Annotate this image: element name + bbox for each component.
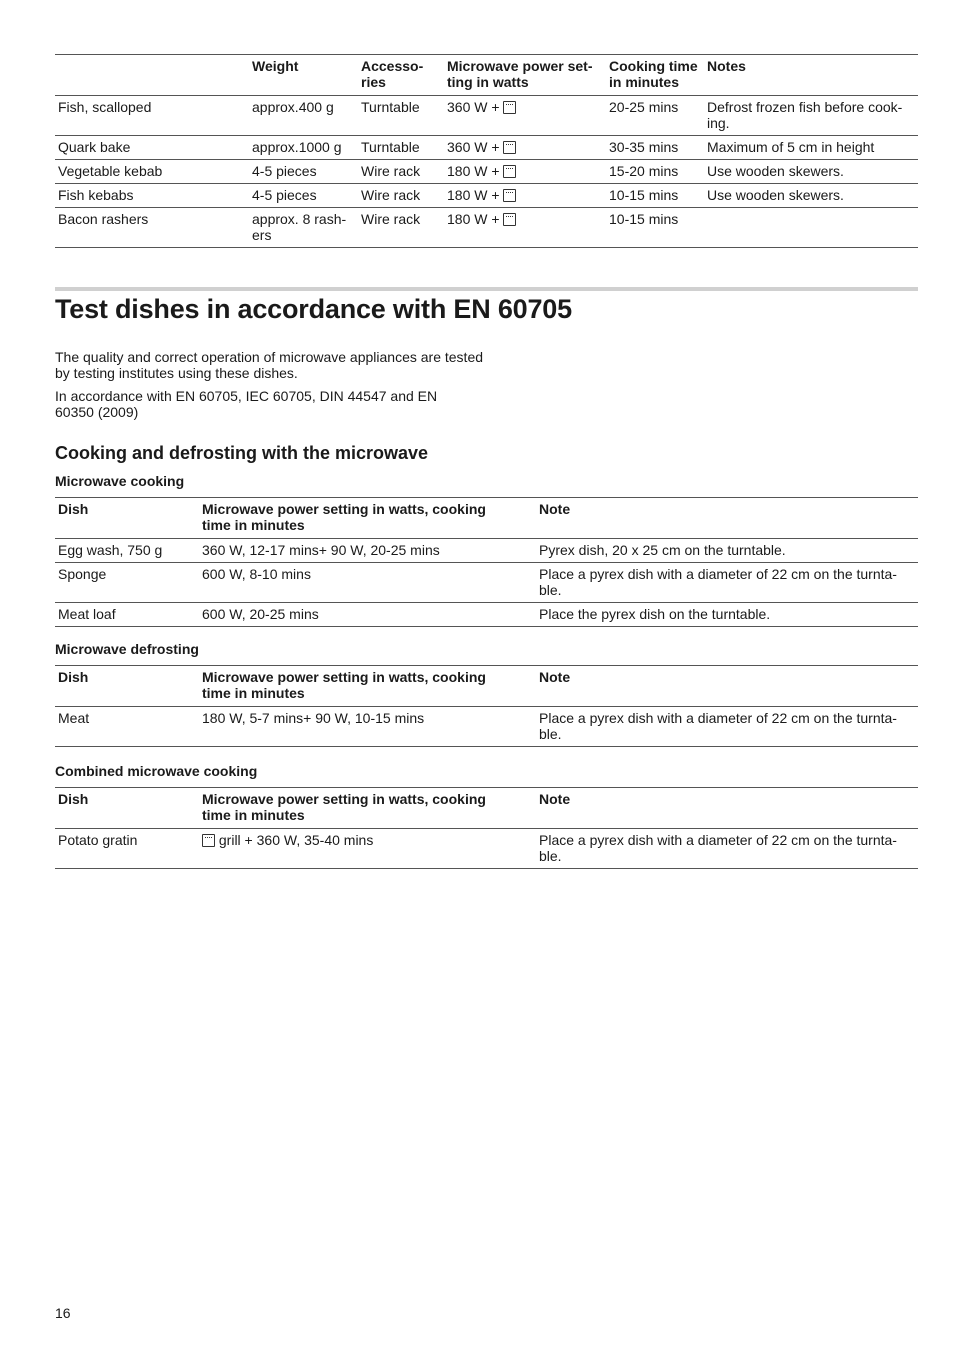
table-cell: Place a pyrex dish with a diameter of 22 cm on the turnta- ble. [539,710,897,742]
table-header-row [55,788,918,829]
column-header: Weight [252,58,299,74]
table-row [55,136,918,160]
column-header: Note [539,669,571,685]
table-cell: Defrost frozen fish before cook- ing. [707,99,903,131]
table-cell: 180 W + [444,208,606,248]
table-cell: 4-5 pieces [252,187,317,203]
table-cell: 600 W, 20-25 mins [202,606,319,622]
table-cell: 360 W, 12-17 mins+ 90 W, 20-25 mins [202,542,440,558]
table-row [55,603,918,627]
microwave-defrosting-table [55,665,918,747]
table-cell: Quark bake [58,139,131,155]
table-cell: Turntable [361,99,420,115]
table-cell: 10-15 mins [609,211,679,227]
table-row [55,563,918,603]
table-cell: 180 W, 5-7 mins+ 90 W, 10-15 mins [202,710,425,726]
column-header: Note [539,791,571,807]
column-header [55,55,249,96]
grill-icon [503,213,516,226]
table-cell: Potato gratin [58,832,138,848]
table-cell: approx.1000 g [252,139,342,155]
page-number: 16 [55,1305,71,1321]
table-cell: Maximum of 5 cm in height [707,139,875,155]
table-cell: Bacon rashers [58,211,149,227]
table-cell: 180 W + [444,160,606,184]
table-cell: approx. 8 rash- ers [252,211,347,243]
table-cell: 600 W, 8-10 mins [202,566,311,582]
table-cell: 10-15 mins [609,187,679,203]
table-row [55,160,918,184]
table-title: Combined microwave cooking [55,763,258,779]
table-header-row [55,55,918,96]
table-title: Microwave defrosting [55,641,199,657]
food-table [55,54,918,248]
table-cell: Wire rack [361,187,421,203]
table-cell: Place the pyrex dish on the turntable. [539,606,771,622]
table-cell: Sponge [58,566,107,582]
table-cell: Fish kebabs [58,187,134,203]
column-header: Microwave power setting in watts, cooking time in minutes [202,791,486,823]
table-cell: 4-5 pieces [252,163,317,179]
section-heading: Cooking and defrosting with the microwave [55,443,429,463]
grill-icon [503,101,516,114]
table-cell: Fish, scalloped [58,99,152,115]
intro-paragraph: In accordance with EN 60705, IEC 60705, DIN 44547 and EN 60350 (2009) [55,388,438,420]
table-cell: 360 W + [444,136,606,160]
intro-paragraph: The quality and correct operation of microwave appliances are tested by testing institutes using these dishes. [55,349,484,381]
table-row [55,184,918,208]
table-cell: Meat [58,710,90,726]
table-cell: 20-25 mins [609,99,679,115]
column-header: Microwave power setting in watts, cooking time in minutes [202,669,486,701]
column-header: Accesso- ries [361,58,424,90]
table-row [55,829,918,869]
table-cell: Meat loaf [58,606,116,622]
table-row [55,539,918,563]
column-header: Note [539,501,571,517]
table-cell: Pyrex dish, 20 x 25 cm on the turntable. [539,542,786,558]
table-cell [704,208,918,248]
table-cell: 180 W + [444,184,606,208]
table-cell: 360 W + [444,96,606,136]
column-header: Dish [58,501,89,517]
table-cell: Place a pyrex dish with a diameter of 22 cm on the turnta- ble. [539,832,897,864]
column-header: Cooking time in minutes [609,58,698,90]
table-row [55,707,918,747]
table-cell: Egg wash, 750 g [58,542,163,558]
table-cell: Use wooden skewers. [707,187,844,203]
page-title: Test dishes in accordance with EN 60705 [55,294,572,324]
microwave-cooking-table [55,497,918,627]
table-cell: approx.400 g [252,99,334,115]
grill-icon [503,141,516,154]
table-cell: Use wooden skewers. [707,163,844,179]
table-cell: Turntable [361,139,420,155]
table-cell: 30-35 mins [609,139,679,155]
grill-icon [202,834,215,847]
table-cell: Vegetable kebab [58,163,163,179]
column-header: Microwave power set- ting in watts [447,58,593,90]
table-row [55,208,918,248]
grill-icon [503,189,516,202]
table-cell: Wire rack [361,163,421,179]
table-cell: grill + 360 W, 35-40 mins [199,829,536,869]
column-header: Notes [707,58,746,74]
table-cell: 15-20 mins [609,163,679,179]
table-header-row [55,498,918,539]
table-title: Microwave cooking [55,473,185,489]
table-row [55,96,918,136]
table-cell: Wire rack [361,211,421,227]
table-header-row [55,666,918,707]
grill-icon [503,165,516,178]
section-divider [55,287,918,291]
combined-cooking-table [55,787,918,869]
column-header: Dish [58,669,89,685]
column-header: Microwave power setting in watts, cooking time in minutes [202,501,486,533]
table-cell: Place a pyrex dish with a diameter of 22 cm on the turnta- ble. [539,566,897,598]
column-header: Dish [58,791,89,807]
